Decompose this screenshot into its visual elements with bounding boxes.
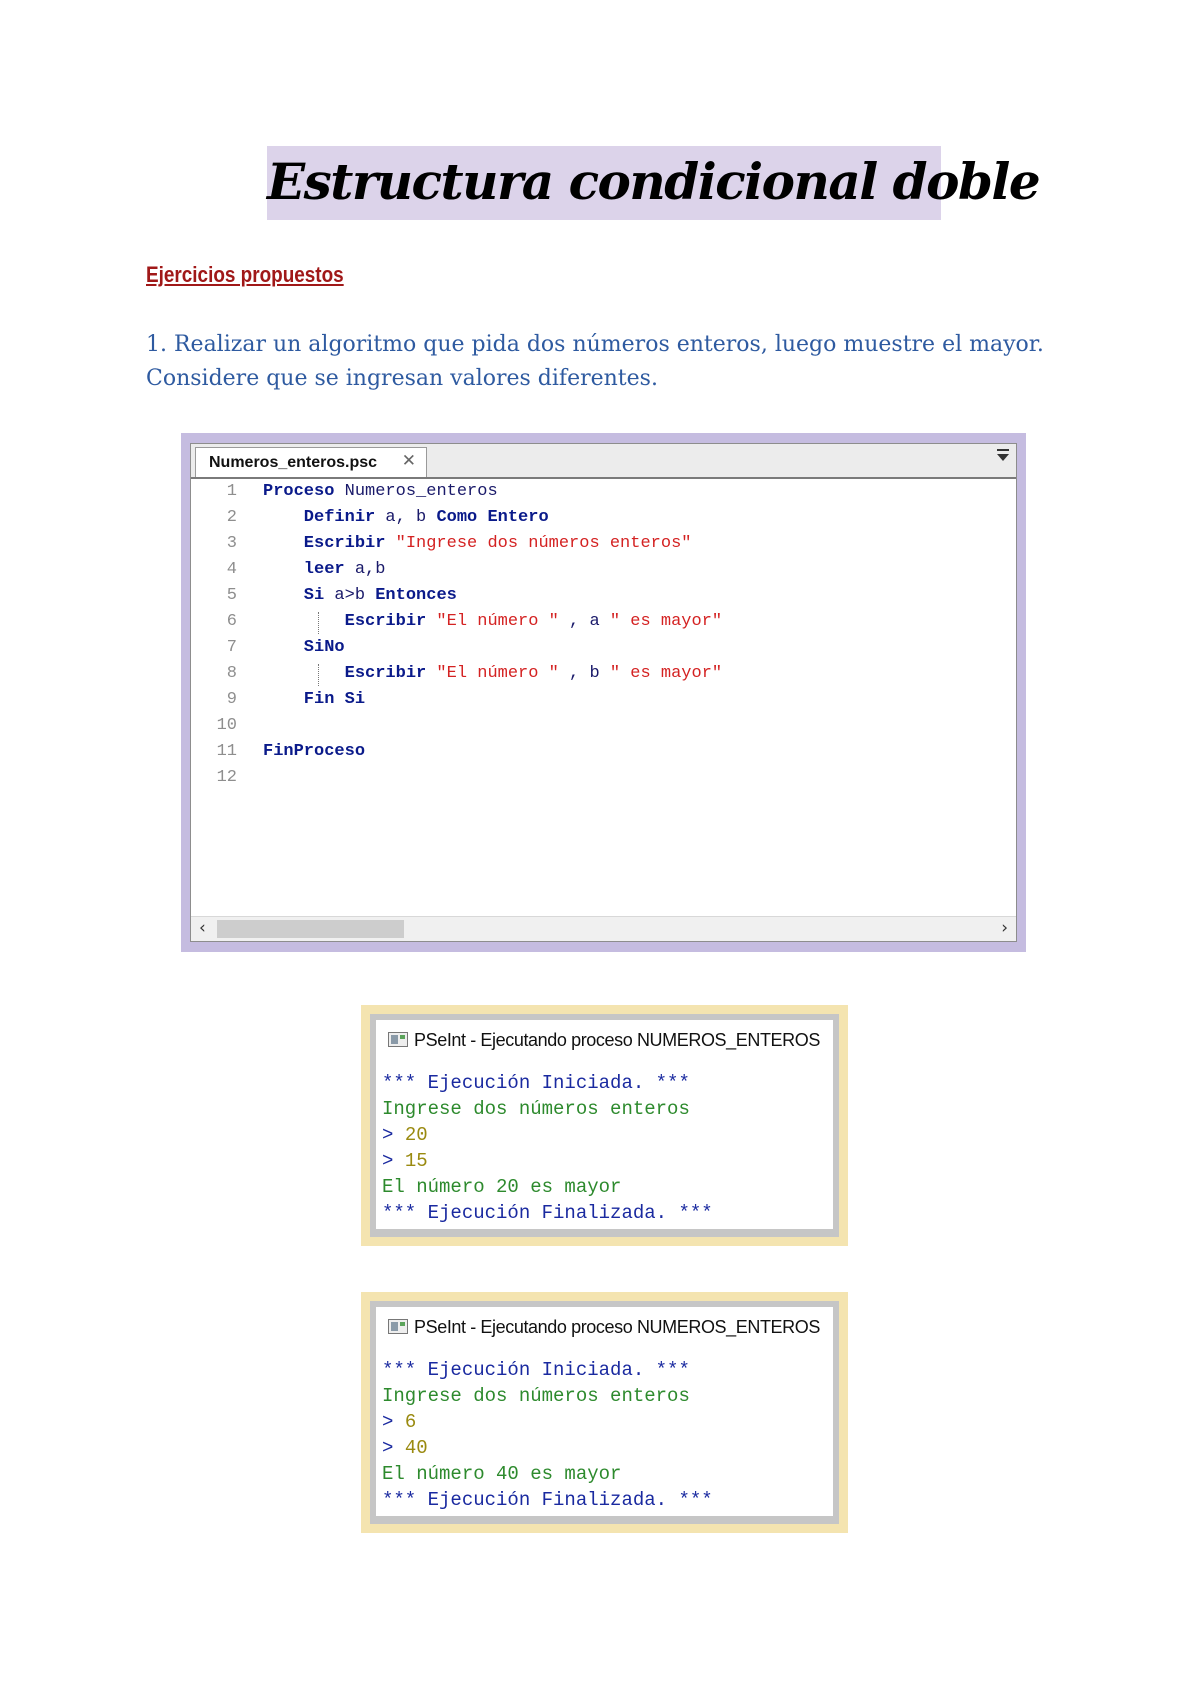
console-line [382, 1202, 713, 1228]
input-value: 15 [404, 1150, 428, 1172]
section-heading: Ejercicios propuestos [146, 262, 344, 287]
code-keyword: Escribir [263, 664, 427, 683]
console-line [382, 1072, 690, 1098]
code-text [263, 690, 365, 709]
exercise-statement [146, 328, 1086, 396]
chevron-right-icon[interactable]: › [1001, 918, 1008, 938]
console-text: *** Ejecución Finalizada. *** [382, 1489, 713, 1511]
code-keyword: leer [263, 560, 345, 579]
app-window-icon [388, 1032, 408, 1047]
console-line [382, 1359, 690, 1385]
code-token: , b [558, 664, 610, 683]
input-prompt: > [382, 1150, 405, 1172]
console-line [382, 1098, 690, 1124]
code-token: a>b [324, 586, 376, 605]
input-value: 40 [404, 1437, 428, 1459]
code-string: " es mayor" [609, 612, 723, 631]
input-value: 6 [404, 1411, 417, 1433]
line-number: 6 [226, 612, 237, 631]
chevron-left-icon[interactable]: ‹ [199, 918, 206, 938]
console-line [382, 1176, 621, 1202]
code-string: "El número " [426, 612, 559, 631]
indent-guide [318, 664, 319, 686]
input-prompt: > [382, 1124, 405, 1146]
code-keyword: Escribir [263, 534, 386, 553]
code-text [263, 638, 345, 657]
editor-tab-bar [191, 444, 1016, 479]
line-number: 12 [216, 768, 237, 787]
line-number: 10 [216, 716, 237, 735]
code-text [263, 586, 457, 605]
app-window-icon [388, 1319, 408, 1334]
console-text: *** Ejecución Iniciada. *** [382, 1359, 690, 1381]
console-line [382, 1463, 621, 1489]
console-title: PSeInt - Ejecutando proceso NUMEROS_ENTEROS [414, 1317, 820, 1337]
title-banner [267, 146, 1040, 220]
dropdown-arrow-icon[interactable] [997, 454, 1009, 461]
editor-screenshot-frame [181, 433, 1026, 952]
console-line [382, 1437, 428, 1463]
input-value: 20 [404, 1124, 428, 1146]
input-prompt: > [382, 1437, 405, 1459]
horizontal-scrollbar[interactable] [191, 916, 1016, 941]
line-number: 4 [226, 560, 237, 579]
console-title: PSeInt - Ejecutando proceso NUMEROS_ENTEROS [414, 1030, 820, 1050]
line-number: 11 [216, 742, 237, 761]
console-body [376, 1020, 833, 1229]
code-token: Numeros_enteros [334, 482, 498, 501]
console-body [376, 1307, 833, 1516]
console-text: Ingrese dos números enteros [382, 1098, 690, 1120]
line-number: 9 [226, 690, 237, 709]
code-area[interactable] [191, 479, 1016, 904]
console-text: Ingrese dos números enteros [382, 1385, 690, 1407]
console-line [382, 1124, 428, 1150]
code-text [263, 560, 385, 579]
console-line [382, 1489, 713, 1515]
exercise-line-2: Considere que se ingresan valores diferentes. [146, 366, 658, 391]
close-icon[interactable]: ✕ [401, 451, 416, 471]
code-keyword: Si [263, 586, 325, 605]
code-editor [190, 443, 1017, 942]
console-screenshot-frame-1 [361, 1005, 848, 1246]
indent-guide [318, 612, 319, 634]
line-number: 2 [226, 508, 237, 527]
console-text: *** Ejecución Iniciada. *** [382, 1072, 690, 1094]
code-token: , a [558, 612, 610, 631]
code-keyword: Como Entero [436, 508, 549, 527]
line-number: 1 [226, 482, 237, 501]
page-title: Estructura condicional doble [267, 152, 1040, 211]
tab-numeros-enteros[interactable] [195, 447, 427, 477]
exercise-line-1: 1. Realizar un algoritmo que pida dos números enteros, luego muestre el mayor. [146, 332, 1044, 357]
code-keyword: Entonces [375, 586, 457, 605]
code-text [263, 664, 722, 683]
console-screenshot-frame-2 [361, 1292, 848, 1533]
code-text [263, 612, 722, 631]
console-text: El número 40 es mayor [382, 1463, 622, 1485]
line-number: 3 [226, 534, 237, 553]
code-token: a,b [344, 560, 386, 579]
code-text [263, 534, 691, 553]
console-text: *** Ejecución Finalizada. *** [382, 1202, 713, 1224]
input-prompt: > [382, 1411, 405, 1433]
code-string: "Ingrese dos números enteros" [385, 534, 692, 553]
code-text [263, 742, 365, 761]
line-number: 7 [226, 638, 237, 657]
console-window [370, 1014, 839, 1237]
code-text [263, 482, 498, 501]
tab-label: Numeros_enteros.psc [209, 454, 378, 471]
console-line [382, 1150, 428, 1176]
console-window [370, 1301, 839, 1524]
console-text: El número 20 es mayor [382, 1176, 622, 1198]
code-token: a, b [375, 508, 437, 527]
code-keyword: Escribir [263, 612, 427, 631]
code-keyword: SiNo [263, 638, 345, 657]
code-text [263, 508, 549, 527]
line-number: 8 [226, 664, 237, 683]
code-string: " es mayor" [609, 664, 723, 683]
code-string: "El número " [426, 664, 559, 683]
scrollbar-thumb[interactable] [217, 920, 404, 938]
code-keyword: FinProceso [263, 742, 366, 761]
code-keyword: Proceso [263, 482, 335, 501]
console-line [382, 1385, 690, 1411]
console-line [382, 1411, 416, 1437]
code-keyword: Definir [263, 508, 376, 527]
code-keyword: Fin Si [263, 690, 366, 709]
line-number: 5 [226, 586, 237, 605]
